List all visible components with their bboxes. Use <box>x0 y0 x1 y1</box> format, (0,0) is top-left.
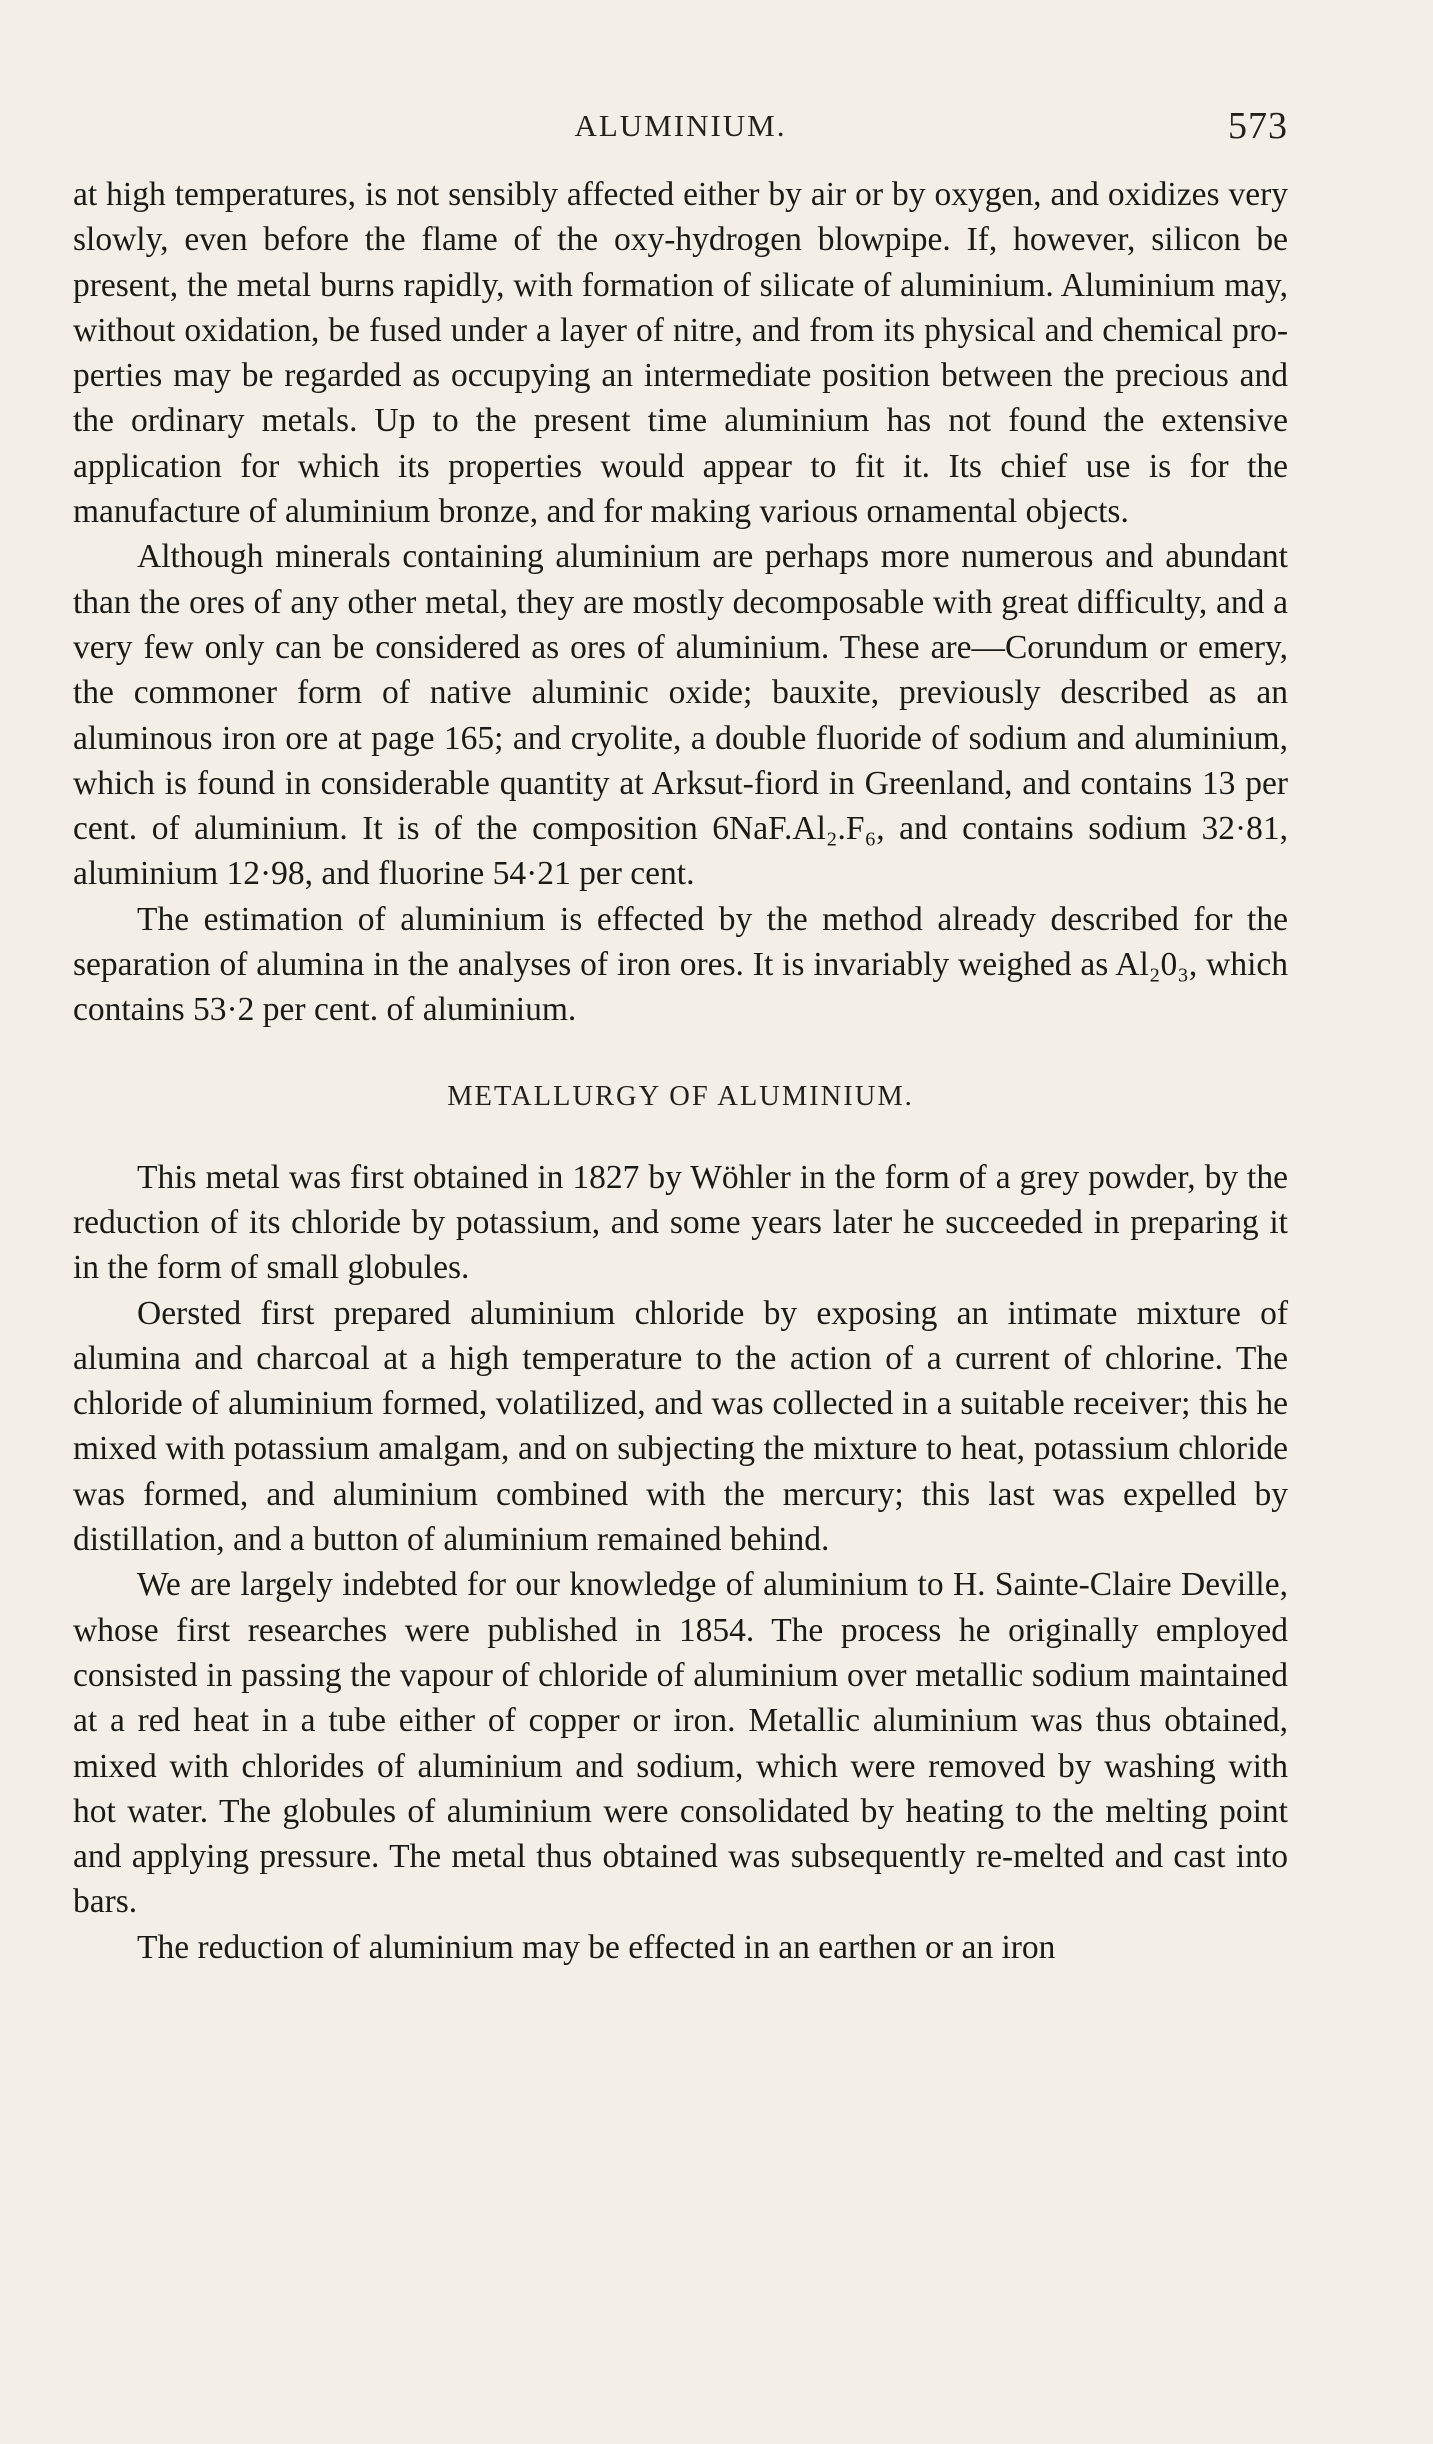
body-text <box>73 172 1288 1970</box>
paragraph-aluminium-estimation: The estimation of aluminium is effected by the method already described for the separation of alumina in the analyses of iron ores. It is invariably weighed as Al₂0₃, which contains 53·2 per cent. of aluminium. <box>73 900 1288 1029</box>
page-number: 573 <box>1228 105 1288 147</box>
paragraph-oersted: Oersted first prepared aluminium chloride by exposing an intimate mixture of alumina and charcoal at a high temperature to the action of a current of chlorine. The chloride of aluminium formed, volatilized, and was collected in a suitable receiver; this he mixed with potassium amalgam, and on subjecting the mixture to heat, potassium chloride was formed, and aluminium combined with the mercury; this last was expelled by distillation, and a button of aluminium remained behind. <box>73 1294 1288 1559</box>
paragraph-aluminium-minerals: Although minerals containing aluminium are perhaps more numerous and abundant than the ores of any other metal, they are mostly decomposable with great difficulty, and a very few only can be considered as ores of aluminium. These are—Corundum or emery, the commoner form of native aluminic oxide; bauxite, previously described as an aluminous iron ore at page 165; and cryolite, a double fluoride of sodium and aluminium, which is found in considerable quantity at Arksut-fiord in Greenland, and contains 13 per cent. of aluminium. It is of the composition 6NaF.Al₂.F₆, and contains sodium 32·81, aluminium 12·98, and fluorine 54·21 per cent. <box>73 538 1288 893</box>
running-head <box>73 100 1288 172</box>
paragraph-wohler: This metal was first obtained in 1827 by Wöhler in the form of a grey powder, by the reduction of its chloride by potassium, and some years later he succeeded in preparing it in the form of small globules. <box>73 1158 1288 1287</box>
paragraph-reduction: The reduction of aluminium may be effected in an earthen or an iron <box>137 1928 1056 1966</box>
paragraph-deville: We are largely indebted for our knowledge of aluminium to H. Sainte-Claire Deville, whose first researches were published in 1854. The process he originally employed consisted in passing the vapour of chloride of aluminium over metallic sodium maintained at a red heat in a tube either of copper or iron. Metallic aluminium was thus obtained, mixed with chlorides of aluminium and sodium, which were removed by washing with hot water. The globules of aluminium were consolidated by heating to the melting point and applying pressure. The metal thus obtained was subsequently re-melted and cast into bars. <box>73 1566 1288 1921</box>
section-heading: METALLURGY OF ALUMINIUM. <box>447 1080 914 1112</box>
paragraph-continuation: at high temperatures, is not sensibly affected either by air or by oxygen, and oxidizes very slowly, even before the flame of the oxy-hydrogen blowpipe. If, however, silicon be present, the metal burns rapidly, with formation of silicate of aluminium. Aluminium may, without oxidation, be fused under a layer of nitre, and from its physical and chemical properties may be regarded as occupying an intermediate position between the precious and the ordinary metals. Up to the present time aluminium has not found the extensive application for which its properties would appear to fit it. Its chief use is for the manufacture of aluminium bronze, and for making various ornamental objects. <box>73 176 1288 531</box>
running-head-title: ALUMINIUM. <box>574 108 787 143</box>
